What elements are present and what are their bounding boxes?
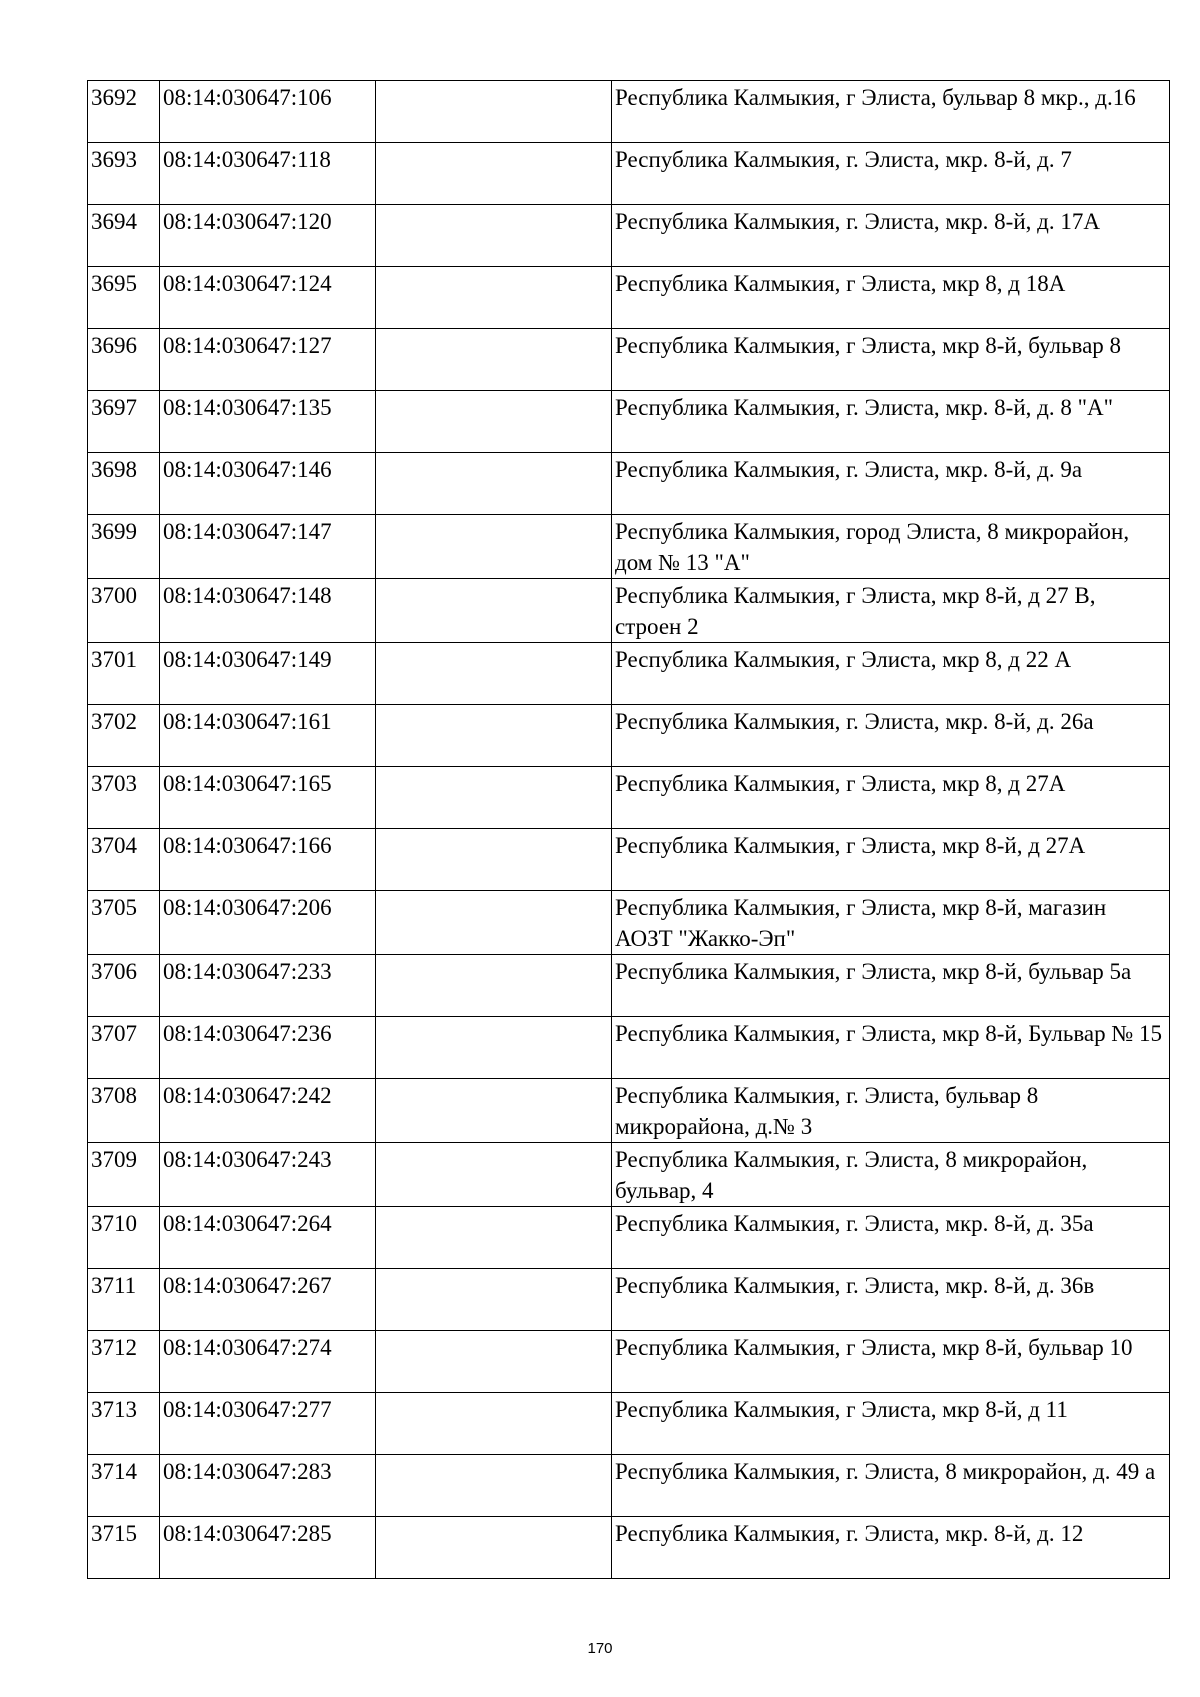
table-row (88, 143, 1170, 205)
table-row (88, 1143, 1170, 1207)
empty-cell (376, 1207, 612, 1269)
address-cell: Республика Калмыкия, г. Элиста, бульвар 8 микрорайона, д.№ 3 (612, 1079, 1170, 1143)
address-cell: Республика Калмыкия, г Элиста, мкр 8-й, бульвар 5а (612, 955, 1170, 1017)
cadastral-number-cell: 08:14:030647:264 (160, 1207, 376, 1269)
address-cell: Республика Калмыкия, г. Элиста, мкр. 8-й, д. 9а (612, 453, 1170, 515)
address-cell: Республика Калмыкия, г Элиста, мкр 8, д 22 А (612, 643, 1170, 705)
table-row (88, 579, 1170, 643)
table-row (88, 767, 1170, 829)
empty-cell (376, 1331, 612, 1393)
empty-cell (376, 1143, 612, 1207)
empty-cell (376, 643, 612, 705)
cadastral-number-cell: 08:14:030647:127 (160, 329, 376, 391)
cadastral-number-cell: 08:14:030647:285 (160, 1517, 376, 1579)
empty-cell (376, 767, 612, 829)
row-number-cell: 3695 (88, 267, 160, 329)
cadastral-number-cell: 08:14:030647:147 (160, 515, 376, 579)
address-cell: Республика Калмыкия, г. Элиста, 8 микрорайон, д. 49 а (612, 1455, 1170, 1517)
address-cell: Республика Калмыкия, г. Элиста, мкр. 8-й, д. 35а (612, 1207, 1170, 1269)
row-number-cell: 3703 (88, 767, 160, 829)
row-number-cell: 3696 (88, 329, 160, 391)
empty-cell (376, 267, 612, 329)
empty-cell (376, 453, 612, 515)
cadastral-number-cell: 08:14:030647:106 (160, 81, 376, 143)
empty-cell (376, 1455, 612, 1517)
address-cell: Республика Калмыкия, г Элиста, мкр 8, д 18А (612, 267, 1170, 329)
address-cell: Республика Калмыкия, г. Элиста, 8 микрорайон, бульвар, 4 (612, 1143, 1170, 1207)
row-number-cell: 3693 (88, 143, 160, 205)
row-number-cell: 3712 (88, 1331, 160, 1393)
table-row (88, 515, 1170, 579)
table-row (88, 643, 1170, 705)
cadastral-number-cell: 08:14:030647:277 (160, 1393, 376, 1455)
row-number-cell: 3694 (88, 205, 160, 267)
empty-cell (376, 829, 612, 891)
table-row (88, 1517, 1170, 1579)
empty-cell (376, 891, 612, 955)
table-row (88, 1269, 1170, 1331)
empty-cell (376, 81, 612, 143)
cadastral-number-cell: 08:14:030647:206 (160, 891, 376, 955)
table-row (88, 1455, 1170, 1517)
registry-table-body (88, 81, 1170, 1579)
row-number-cell: 3709 (88, 1143, 160, 1207)
cadastral-number-cell: 08:14:030647:166 (160, 829, 376, 891)
row-number-cell: 3702 (88, 705, 160, 767)
address-cell: Республика Калмыкия, г. Элиста, мкр. 8-й, д. 26а (612, 705, 1170, 767)
address-cell: Республика Калмыкия, г Элиста, бульвар 8 мкр., д.16 (612, 81, 1170, 143)
empty-cell (376, 1269, 612, 1331)
empty-cell (376, 143, 612, 205)
table-row (88, 1017, 1170, 1079)
row-number-cell: 3704 (88, 829, 160, 891)
table-row (88, 205, 1170, 267)
empty-cell (376, 579, 612, 643)
address-cell: Республика Калмыкия, г Элиста, мкр 8-й, д 27 В, строен 2 (612, 579, 1170, 643)
row-number-cell: 3692 (88, 81, 160, 143)
cadastral-number-cell: 08:14:030647:267 (160, 1269, 376, 1331)
empty-cell (376, 329, 612, 391)
table-row (88, 891, 1170, 955)
row-number-cell: 3705 (88, 891, 160, 955)
table-row (88, 81, 1170, 143)
table-row (88, 1207, 1170, 1269)
empty-cell (376, 205, 612, 267)
table-row (88, 955, 1170, 1017)
row-number-cell: 3706 (88, 955, 160, 1017)
cadastral-number-cell: 08:14:030647:118 (160, 143, 376, 205)
address-cell: Республика Калмыкия, г Элиста, мкр 8-й, бульвар 10 (612, 1331, 1170, 1393)
cadastral-number-cell: 08:14:030647:165 (160, 767, 376, 829)
row-number-cell: 3700 (88, 579, 160, 643)
cadastral-number-cell: 08:14:030647:124 (160, 267, 376, 329)
empty-cell (376, 1517, 612, 1579)
address-cell: Республика Калмыкия, г. Элиста, мкр. 8-й, д. 8 "А" (612, 391, 1170, 453)
empty-cell (376, 391, 612, 453)
table-row (88, 267, 1170, 329)
address-cell: Республика Калмыкия, г Элиста, мкр 8-й, д 11 (612, 1393, 1170, 1455)
table-row (88, 1079, 1170, 1143)
cadastral-number-cell: 08:14:030647:120 (160, 205, 376, 267)
empty-cell (376, 705, 612, 767)
row-number-cell: 3714 (88, 1455, 160, 1517)
table-row (88, 705, 1170, 767)
cadastral-number-cell: 08:14:030647:233 (160, 955, 376, 1017)
row-number-cell: 3698 (88, 453, 160, 515)
row-number-cell: 3708 (88, 1079, 160, 1143)
address-cell: Республика Калмыкия, г. Элиста, мкр. 8-й, д. 17А (612, 205, 1170, 267)
table-row (88, 1331, 1170, 1393)
row-number-cell: 3701 (88, 643, 160, 705)
address-cell: Республика Калмыкия, город Элиста, 8 микрорайон, дом № 13 "А" (612, 515, 1170, 579)
address-cell: Республика Калмыкия, г Элиста, мкр 8-й, магазин АОЗТ "Жакко-Эп" (612, 891, 1170, 955)
cadastral-number-cell: 08:14:030647:242 (160, 1079, 376, 1143)
cadastral-number-cell: 08:14:030647:148 (160, 579, 376, 643)
table-row (88, 1393, 1170, 1455)
cadastral-number-cell: 08:14:030647:146 (160, 453, 376, 515)
table-row (88, 391, 1170, 453)
row-number-cell: 3697 (88, 391, 160, 453)
cadastral-number-cell: 08:14:030647:236 (160, 1017, 376, 1079)
cadastral-number-cell: 08:14:030647:149 (160, 643, 376, 705)
row-number-cell: 3711 (88, 1269, 160, 1331)
registry-table (87, 80, 1170, 1579)
cadastral-number-cell: 08:14:030647:283 (160, 1455, 376, 1517)
address-cell: Республика Калмыкия, г. Элиста, мкр. 8-й, д. 12 (612, 1517, 1170, 1579)
cadastral-number-cell: 08:14:030647:135 (160, 391, 376, 453)
row-number-cell: 3710 (88, 1207, 160, 1269)
empty-cell (376, 515, 612, 579)
address-cell: Республика Калмыкия, г Элиста, мкр 8-й, бульвар 8 (612, 329, 1170, 391)
table-row (88, 329, 1170, 391)
row-number-cell: 3699 (88, 515, 160, 579)
empty-cell (376, 1079, 612, 1143)
page-number: 170 (587, 1640, 613, 1657)
cadastral-number-cell: 08:14:030647:243 (160, 1143, 376, 1207)
row-number-cell: 3707 (88, 1017, 160, 1079)
row-number-cell: 3715 (88, 1517, 160, 1579)
address-cell: Республика Калмыкия, г Элиста, мкр 8-й, Бульвар № 15 (612, 1017, 1170, 1079)
cadastral-number-cell: 08:14:030647:161 (160, 705, 376, 767)
table-row (88, 453, 1170, 515)
empty-cell (376, 955, 612, 1017)
empty-cell (376, 1017, 612, 1079)
address-cell: Республика Калмыкия, г Элиста, мкр 8-й, д 27А (612, 829, 1170, 891)
cadastral-number-cell: 08:14:030647:274 (160, 1331, 376, 1393)
row-number-cell: 3713 (88, 1393, 160, 1455)
empty-cell (376, 1393, 612, 1455)
address-cell: Республика Калмыкия, г Элиста, мкр 8, д 27А (612, 767, 1170, 829)
address-cell: Республика Калмыкия, г. Элиста, мкр. 8-й, д. 7 (612, 143, 1170, 205)
table-row (88, 829, 1170, 891)
address-cell: Республика Калмыкия, г. Элиста, мкр. 8-й, д. 36в (612, 1269, 1170, 1331)
